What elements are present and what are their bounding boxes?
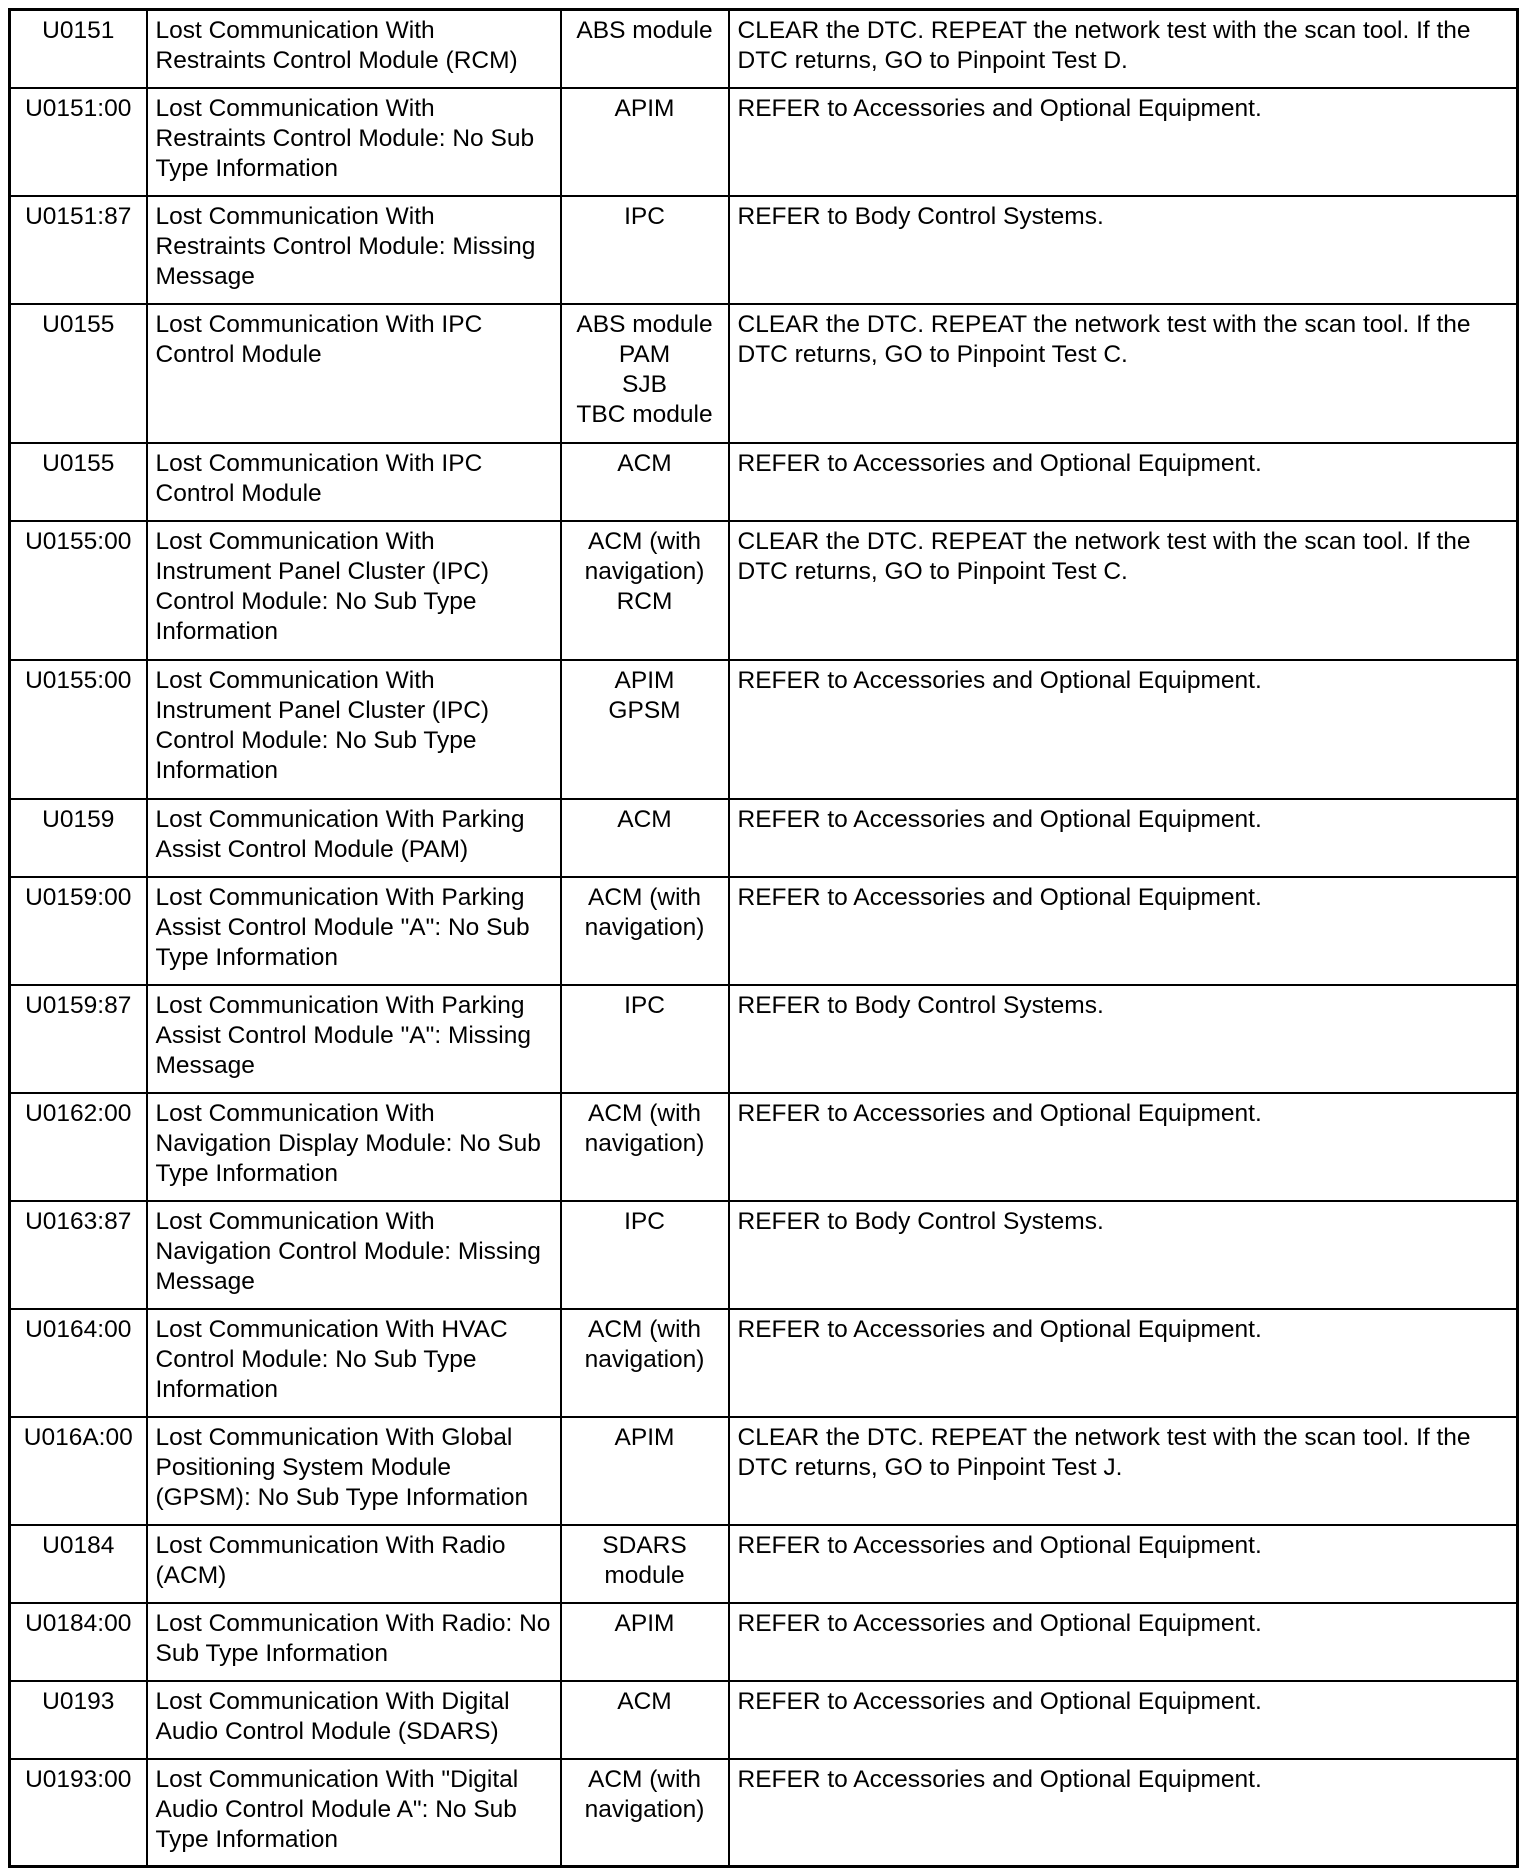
module-name: GPSM xyxy=(608,696,681,724)
table-row xyxy=(10,10,1518,88)
table-row xyxy=(10,521,1518,660)
table-row xyxy=(10,1681,1518,1759)
action-cell: CLEAR the DTC. REPEAT the network test with the scan tool. If the DTC returns, GO to Pinpoint Test C. xyxy=(729,521,1518,660)
module-name: APIM xyxy=(614,94,675,122)
action-cell: REFER to Accessories and Optional Equipment. xyxy=(729,1759,1518,1867)
module-name: IPC xyxy=(624,202,665,230)
table-row xyxy=(10,196,1518,304)
module-cell xyxy=(561,1681,729,1759)
module-cell xyxy=(561,1309,729,1417)
module-cell xyxy=(561,660,729,799)
action-cell: REFER to Accessories and Optional Equipment. xyxy=(729,660,1518,799)
dtc-chart-page xyxy=(8,8,1519,1868)
dtc-description-cell: Lost Communication With IPC Control Module xyxy=(147,304,561,443)
module-cell xyxy=(561,1759,729,1867)
table-row xyxy=(10,1309,1518,1417)
table-row xyxy=(10,799,1518,877)
module-name: ABS module xyxy=(576,17,713,44)
dtc-code-cell: U016A:00 xyxy=(10,1417,147,1525)
dtc-code-cell: U0159 xyxy=(10,799,147,877)
table-row xyxy=(10,1603,1518,1681)
action-cell: CLEAR the DTC. REPEAT the network test with the scan tool. If the DTC returns, GO to Pinpoint Test C. xyxy=(729,304,1518,443)
table-row xyxy=(10,1759,1518,1867)
dtc-code-cell: U0155:00 xyxy=(10,660,147,799)
module-cell xyxy=(561,521,729,660)
dtc-code-cell: U0159:87 xyxy=(10,985,147,1093)
dtc-description-cell: Lost Communication With "Digital Audio Control Module A": No Sub Type Information xyxy=(147,1759,561,1867)
action-cell: REFER to Accessories and Optional Equipment. xyxy=(729,1681,1518,1759)
module-name: ACM (with navigation) xyxy=(584,1099,705,1157)
action-cell: CLEAR the DTC. REPEAT the network test with the scan tool. If the DTC returns, GO to Pinpoint Test D. xyxy=(729,10,1518,88)
dtc-code-cell: U0151:00 xyxy=(10,88,147,196)
dtc-code-cell: U0193 xyxy=(10,1681,147,1759)
table-row xyxy=(10,1417,1518,1525)
module-cell xyxy=(561,877,729,985)
dtc-description-cell: Lost Communication With Parking Assist Control Module (PAM) xyxy=(147,799,561,877)
dtc-description-cell: Lost Communication With HVAC Control Module: No Sub Type Information xyxy=(147,1309,561,1417)
dtc-code-cell: U0151:87 xyxy=(10,196,147,304)
module-cell xyxy=(561,88,729,196)
dtc-description-cell: Lost Communication With Parking Assist Control Module "A": No Sub Type Information xyxy=(147,877,561,985)
table-row xyxy=(10,88,1518,196)
dtc-description-cell: Lost Communication With Restraints Control Module: Missing Message xyxy=(147,196,561,304)
table-row xyxy=(10,1093,1518,1201)
table-row xyxy=(10,1201,1518,1309)
module-name: ABS module xyxy=(576,310,713,338)
dtc-description-cell: Lost Communication With Instrument Panel Cluster (IPC) Control Module: No Sub Type Information xyxy=(147,660,561,799)
dtc-code-cell: U0193:00 xyxy=(10,1759,147,1867)
module-cell xyxy=(561,304,729,443)
dtc-table-body xyxy=(10,10,1518,1867)
dtc-description-cell: Lost Communication With Parking Assist Control Module "A": Missing Message xyxy=(147,985,561,1093)
module-cell xyxy=(561,799,729,877)
dtc-code-cell: U0155:00 xyxy=(10,521,147,660)
dtc-description-cell: Lost Communication With Instrument Panel Cluster (IPC) Control Module: No Sub Type Information xyxy=(147,521,561,660)
module-name: APIM xyxy=(614,1423,675,1451)
module-name: ACM xyxy=(617,449,672,477)
module-name: RCM xyxy=(616,587,673,615)
dtc-description-cell: Lost Communication With Restraints Control Module: No Sub Type Information xyxy=(147,88,561,196)
action-cell: REFER to Body Control Systems. xyxy=(729,985,1518,1093)
table-row xyxy=(10,877,1518,985)
module-name: ACM xyxy=(617,805,672,833)
table-row xyxy=(10,1525,1518,1603)
module-cell xyxy=(561,1525,729,1603)
dtc-table xyxy=(8,8,1519,1868)
dtc-description-cell: Lost Communication With Restraints Control Module (RCM) xyxy=(147,10,561,88)
table-row xyxy=(10,304,1518,443)
module-name: ACM (with navigation) xyxy=(584,527,705,585)
dtc-description-cell: Lost Communication With IPC Control Module xyxy=(147,443,561,521)
dtc-description-cell: Lost Communication With Radio (ACM) xyxy=(147,1525,561,1603)
module-cell xyxy=(561,196,729,304)
action-cell: REFER to Accessories and Optional Equipment. xyxy=(729,799,1518,877)
dtc-description-cell: Lost Communication With Radio: No Sub Type Information xyxy=(147,1603,561,1681)
module-name: PAM xyxy=(618,340,671,368)
table-row xyxy=(10,985,1518,1093)
dtc-code-cell: U0184 xyxy=(10,1525,147,1603)
module-name: APIM xyxy=(614,1609,675,1637)
dtc-code-cell: U0164:00 xyxy=(10,1309,147,1417)
action-cell: REFER to Accessories and Optional Equipment. xyxy=(729,443,1518,521)
dtc-code-cell: U0159:00 xyxy=(10,877,147,985)
table-row xyxy=(10,660,1518,799)
module-name: IPC xyxy=(624,1207,665,1235)
dtc-description-cell: Lost Communication With Digital Audio Control Module (SDARS) xyxy=(147,1681,561,1759)
module-cell xyxy=(561,985,729,1093)
dtc-description-cell: Lost Communication With Global Positioning System Module (GPSM): No Sub Type Information xyxy=(147,1417,561,1525)
module-name: SJB xyxy=(622,370,667,398)
module-name: IPC xyxy=(624,991,665,1019)
module-name: ACM (with navigation) xyxy=(584,1315,705,1373)
module-cell xyxy=(561,10,729,88)
action-cell: REFER to Body Control Systems. xyxy=(729,1201,1518,1309)
module-name: ACM (with navigation) xyxy=(584,883,705,941)
module-cell xyxy=(561,1093,729,1201)
table-row xyxy=(10,443,1518,521)
dtc-code-cell: U0163:87 xyxy=(10,1201,147,1309)
dtc-code-cell: U0155 xyxy=(10,443,147,521)
module-cell xyxy=(561,1201,729,1309)
action-cell: REFER to Accessories and Optional Equipment. xyxy=(729,1309,1518,1417)
action-cell: CLEAR the DTC. REPEAT the network test with the scan tool. If the DTC returns, GO to Pinpoint Test J. xyxy=(729,1417,1518,1525)
action-cell: REFER to Accessories and Optional Equipment. xyxy=(729,1603,1518,1681)
module-name: ACM (with navigation) xyxy=(584,1765,705,1823)
module-name: SDARS module xyxy=(602,1531,687,1589)
module-cell xyxy=(561,1417,729,1525)
action-cell: REFER to Accessories and Optional Equipment. xyxy=(729,1525,1518,1603)
module-name: APIM xyxy=(614,666,675,694)
action-cell: REFER to Accessories and Optional Equipment. xyxy=(729,1093,1518,1201)
dtc-description-cell: Lost Communication With Navigation Display Module: No Sub Type Information xyxy=(147,1093,561,1201)
action-cell: REFER to Body Control Systems. xyxy=(729,196,1518,304)
dtc-code-cell: U0151 xyxy=(10,10,147,88)
module-name: ACM xyxy=(617,1687,672,1715)
dtc-code-cell: U0162:00 xyxy=(10,1093,147,1201)
dtc-code-cell: U0155 xyxy=(10,304,147,443)
module-cell xyxy=(561,1603,729,1681)
module-cell xyxy=(561,443,729,521)
module-name: TBC module xyxy=(576,400,713,428)
action-cell: REFER to Accessories and Optional Equipment. xyxy=(729,877,1518,985)
dtc-code-cell: U0184:00 xyxy=(10,1603,147,1681)
dtc-description-cell: Lost Communication With Navigation Control Module: Missing Message xyxy=(147,1201,561,1309)
action-cell: REFER to Accessories and Optional Equipment. xyxy=(729,88,1518,196)
